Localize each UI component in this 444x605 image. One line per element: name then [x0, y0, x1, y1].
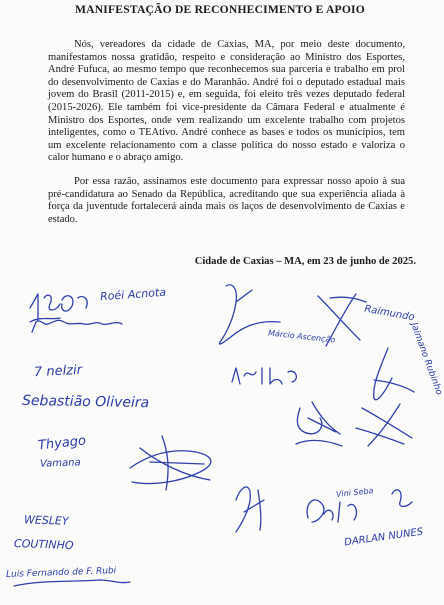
- signature-5-strokes: [374, 348, 414, 400]
- paragraph-2: Por essa razão, assinamos este documento para expressar nosso apoio à sua pré-candidatura ao Senado da República, acreditando que sua experiência aliada à força da juventude fortalecerá ainda mais os laços de desenvolvimento de Caxias e estado.: [48, 175, 405, 225]
- signature-name-coutinho: COUTINHO: [13, 536, 74, 553]
- signature-name-vamana: Vamana: [39, 457, 81, 470]
- signature-name-raimundo: Raimundo: [363, 303, 416, 324]
- signature-1-strokes: [30, 294, 87, 322]
- signature-8-strokes: [130, 436, 211, 490]
- document-body: [48, 39, 405, 226]
- signature-9-strokes: [296, 402, 342, 446]
- dateline: Cidade de Caxias – MA, em 23 de junho de 2025.: [194, 256, 416, 267]
- signature-name-thyago: Thyago: [37, 433, 87, 454]
- signature-name-marcio: Márcio Ascenção: [267, 328, 336, 345]
- signatures-area: [0, 268, 444, 600]
- signature-7-strokes: [356, 404, 412, 446]
- signature-name-darlan: DARLAN NUNES: [343, 526, 424, 549]
- signature-2-strokes: [32, 320, 122, 332]
- signature-12-strokes: [14, 580, 130, 586]
- signature-name-wesley: WESLEY: [23, 513, 69, 528]
- signature-name-nelzir: 7 nelzir: [33, 362, 83, 381]
- signature-name-roei: Roéi Acnota: [99, 285, 167, 304]
- signature-6-strokes: [232, 368, 296, 384]
- signature-10-strokes: [236, 487, 264, 532]
- paragraph-1: Nós, vereadores da cidade de Caxias, MA, por meio deste documento, manifestamos nossa gratidão, respeito e consideração ao Ministro dos Esportes, André Fufuca, ao mesmo tempo que reconhecemos sua parceria e trabalho em prol do desenvolvimento de Caxias e do Maranhão. André foi o deputado estadual mais jovem do Brasil (2011-2015) e, em seguida, foi eleito três vezes deputado federal (2015-2026). Ele também foi vice-presidente da Câmara Federal e atualmente é Ministro dos Esportes, onde vem realizando um excelente trabalho com projetos inteligentes, como o TEAtivo. André conhece as bases e todos os municípios, tem um excelente relacionamento com a classe política do nosso estado e valoriza o calor humano e o abraço amigo.: [48, 39, 405, 164]
- signature-name-sebastiao: Sebastião Oliveira: [21, 392, 150, 412]
- signature-name-vini: Vini Seba: [335, 486, 374, 499]
- signature-name-luis: Luis Fernando de F. Rubi: [5, 566, 117, 580]
- signature-name-jaimano: Jaimano Rubinho: [408, 321, 444, 397]
- document-title: MANIFESTAÇÃO DE RECONHECIMENTO E APOIO: [75, 3, 365, 16]
